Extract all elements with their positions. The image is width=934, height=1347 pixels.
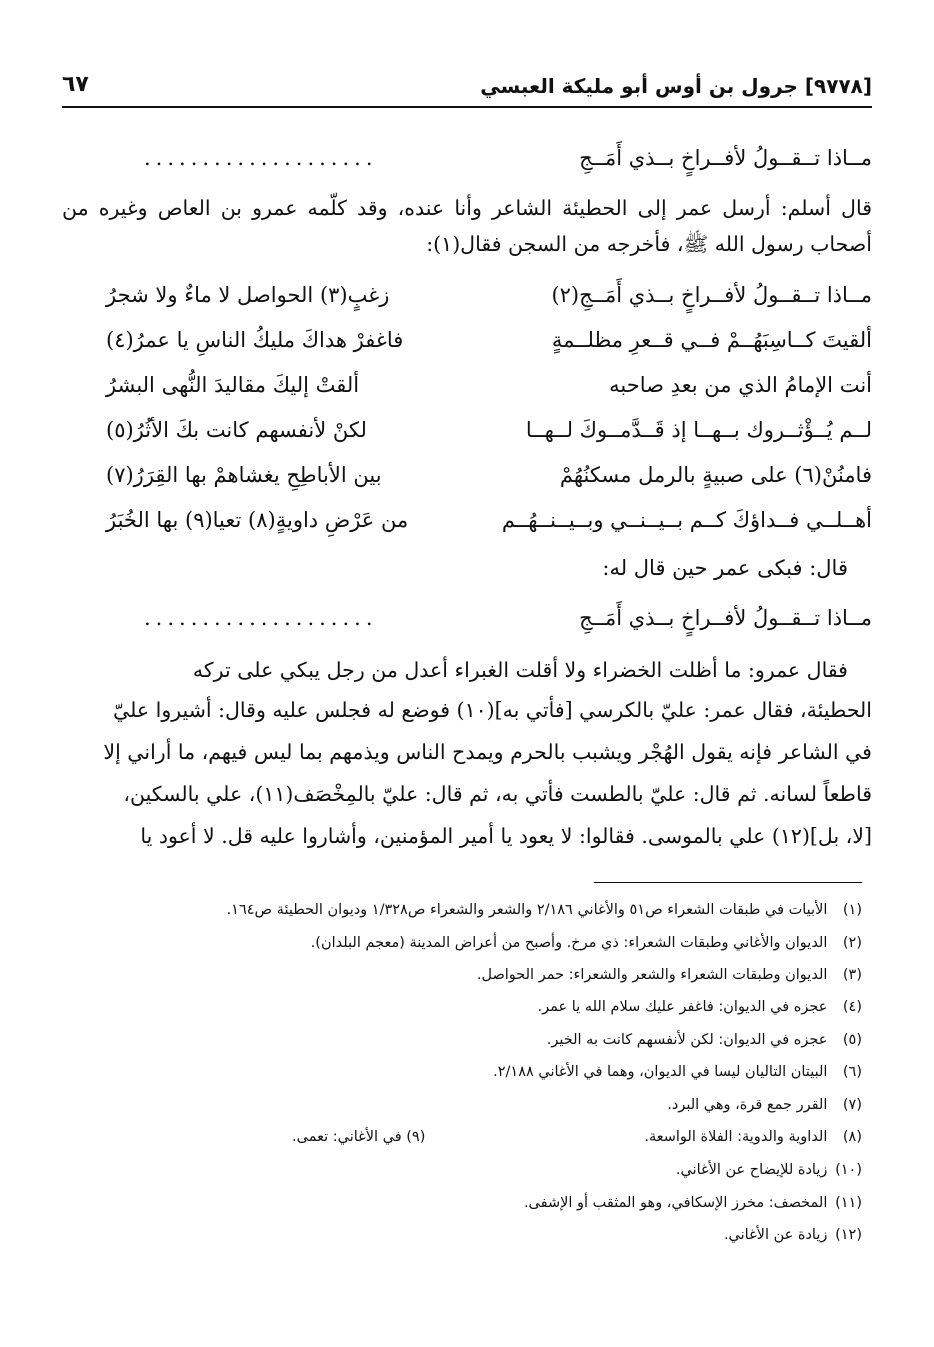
- footnote: [62, 1032, 862, 1048]
- page-header: [62, 64, 872, 108]
- footnote: [62, 1064, 862, 1080]
- poem-first-hemistich: لــم يُــؤْثــروك بــهــا إذ قَــدَّمــوكَ لــهــا: [525, 418, 872, 442]
- page-number: ٦٧: [62, 72, 89, 97]
- footnote-separator: [594, 882, 862, 883]
- poem-first-hemistich: مــاذا تــقــولُ لأفــراخٍ بــذي أَمَــجِ(٢): [551, 283, 872, 307]
- poem-first-hemistich: أنت الإمامُ الذي من بعدِ صاحبه: [609, 373, 872, 397]
- verse-dots: ....................: [144, 606, 378, 630]
- verse-dots: ....................: [144, 146, 378, 170]
- footnote-text: القرر جمع قرة، وهي البرد.: [667, 1097, 828, 1113]
- footnote-text: عجزه في الديوان: لكن لأنفسهم كانت به الخير.: [546, 1032, 828, 1048]
- footnote-number: (١): [842, 902, 862, 918]
- poem-second-hemistich: بين الأباطِحِ يغشاهمْ بها القِرَرُ(٧): [106, 463, 382, 487]
- footnote: [62, 1129, 862, 1145]
- intro-paragraph: قال أسلم: أرسل عمر إلى الحطيئة الشاعر وأنا عنده، وقد كلّمه عمرو بن العاص وغيره من أصحاب رسول الله ﷺ، فأخرجه من السجن فقال(١):: [62, 196, 872, 256]
- narration-line: قال: فبكى عمر حين قال له:: [602, 556, 848, 580]
- footnote-number: (٨): [842, 1129, 862, 1145]
- footnote-text: الداوية والدوية: الفلاة الواسعة.: [644, 1129, 828, 1145]
- poem-second-hemistich: زغبٍ(٣) الحواصل لا ماءٌ ولا شجرُ: [106, 283, 390, 307]
- footnote: [62, 1195, 862, 1211]
- prose-line: فقال عمرو: ما أظلت الخضراء ولا أقلت الغبراء أعدل من رجل يبكي على تركه: [192, 658, 848, 682]
- poem-second-hemistich: لكنْ لأنفسهم كانت بكَ الأثُرُ(٥): [106, 418, 367, 442]
- poem-first-hemistich: فامنُنْ(٦) على صبيةٍ بالرمل مسكنُهُمْ: [559, 463, 872, 487]
- footnote: [62, 999, 862, 1015]
- footnote: [62, 1162, 862, 1178]
- poem-second-hemistich: من عَرْضِ داويةٍ(٨) تعيا(٩) بها الخُبَرُ: [106, 508, 409, 532]
- footnote-text: الأبيات في طبقات الشعراء ص٥١ والأغاني ٢/١٨٦ والشعر والشعراء ص١/٣٢٨ وديوان الحطيئة ص١٦٤.: [226, 902, 828, 918]
- footnote-number: (٣): [842, 967, 862, 983]
- footnote: [62, 935, 862, 951]
- footnote: [62, 1097, 862, 1113]
- footnote-inline-extra: (٩) في الأغاني: تعمى.: [292, 1129, 426, 1145]
- verse-hemistich: مــاذا تــقــولُ لأفــراخٍ بــذي أَمَــجِ: [579, 606, 872, 630]
- footnote-number: (١٠): [835, 1162, 862, 1178]
- footnote: [62, 1227, 862, 1243]
- footnote-text: البيتان التاليان ليسا في الديوان، وهما في الأغاني ٢/١٨٨.: [493, 1064, 828, 1080]
- footnote-number: (١٢): [835, 1227, 862, 1243]
- footnote-number: (٥): [842, 1032, 862, 1048]
- poem-first-hemistich: أهــلــي فــداؤكَ كــم بــيــنــي وبــيــنــهُــم: [501, 508, 872, 532]
- footnote-number: (٢): [842, 935, 862, 951]
- footnote-number: (٦): [842, 1064, 862, 1080]
- footnote-number: (١١): [835, 1195, 862, 1211]
- footnote-text: المخصف: مخرز الإسكافي، وهو المثقب أو الإشفى.: [523, 1195, 828, 1211]
- footnote-text: الديوان والأغاني وطبقات الشعراء: ذي مرخ. وأصبح من أعراض المدينة (معجم البلدان).: [310, 935, 828, 951]
- footnote-number: (٤): [842, 999, 862, 1015]
- prose-line: في الشاعر فإنه يقول الهُجْر ويشبب بالحرم ويمدح الناس ويذمهم بما ليس فيهم، ما أراني إلا: [103, 740, 872, 764]
- footnote-number: (٧): [842, 1097, 862, 1113]
- footnote: [62, 902, 862, 918]
- verse-hemistich: مــاذا تــقــولُ لأفــراخٍ بــذي أَمَــجِ: [579, 146, 872, 170]
- prose-line: [لا، بل](١٢) علي بالموسى. فقالوا: لا يعود يا أمير المؤمنين، وأشاروا عليه قل. لا أعود يا: [140, 824, 872, 848]
- running-title: [٩٧٧٨] جرول بن أوس أبو مليكة العبسي: [480, 74, 872, 98]
- footnote-text: زيادة عن الأغاني.: [723, 1227, 828, 1243]
- prose-line: قاطعاً لسانه. ثم قال: عليّ بالطست فأتي به، ثم قال: عليّ بالمِخْصَف(١١)، علي بالسكين،: [123, 782, 872, 806]
- poem-first-hemistich: ألقيتَ كــاسِبَهُــمْ فــي قــعرِ مظلــمةٍ: [551, 328, 872, 352]
- poem-second-hemistich: فاغفرْ هداكَ مليكُ الناسِ يا عمرُ(٤): [106, 328, 404, 352]
- footnote-text: الديوان وطبقات الشعراء والشعر والشعراء: حمر الحواصل.: [476, 967, 828, 983]
- poem-second-hemistich: ألقتْ إليكَ مقاليدَ النُّهى البشرُ: [106, 373, 360, 397]
- footnote-text: زيادة للإيضاح عن الأغاني.: [675, 1162, 828, 1178]
- footnote: [62, 967, 862, 983]
- prose-line: الحطيئة، فقال عمر: عليّ بالكرسي [فأتي به](١٠) فوضع له فجلس عليه وقال: أشيروا عليّ: [113, 698, 872, 722]
- footnote-text: عجزه في الديوان: فاغفر عليك سلام الله يا عمر.: [537, 999, 828, 1015]
